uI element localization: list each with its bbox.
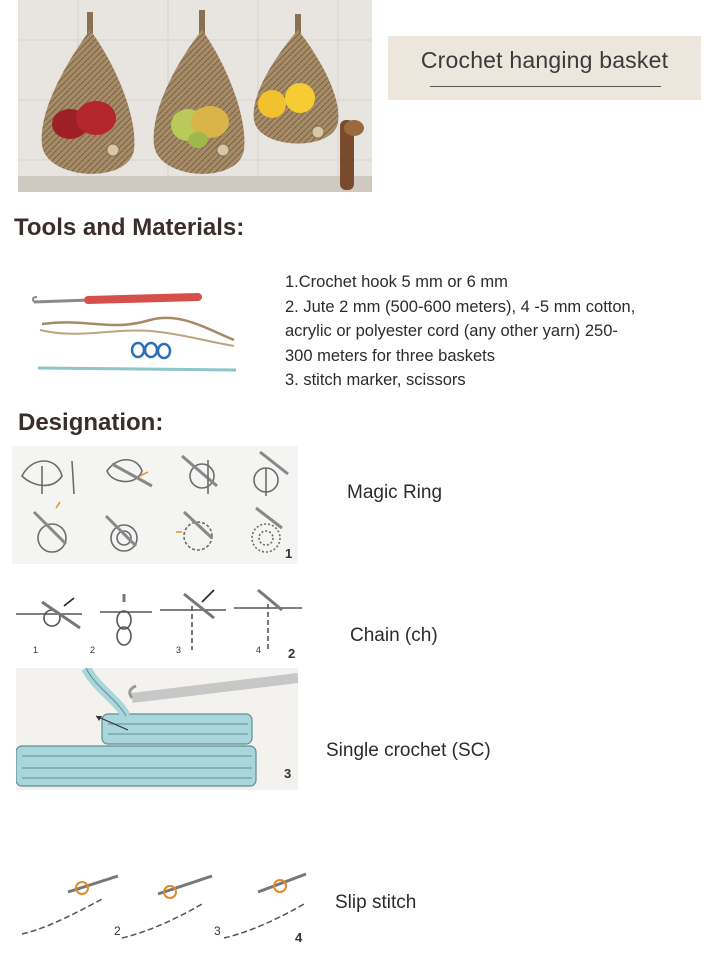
materials-item: 300 meters for three baskets — [285, 346, 496, 365]
chain-figure-number: 2 — [288, 646, 296, 660]
chain-step-number: 1 — [33, 645, 39, 655]
single-crochet-label: Single crochet (SC) — [326, 740, 491, 761]
slip-stitch-label: Slip stitch — [335, 892, 417, 913]
magic-ring-diagram — [12, 446, 298, 564]
materials-item: acrylic or polyester cord (any other yarn) 250- — [285, 322, 618, 340]
chain-step-number: 3 — [176, 645, 182, 655]
slip-stitch-step-number: 2 — [114, 924, 121, 938]
header-photo — [18, 0, 372, 192]
chain-step-number: 4 — [256, 645, 262, 655]
slip-stitch-diagram — [18, 862, 308, 950]
materials-item: 2. Jute 2 mm (500-600 meters), 4 -5 mm cotton, — [285, 297, 636, 316]
chain-diagram — [12, 588, 310, 660]
title-box — [388, 36, 701, 100]
materials-item: 1.Crochet hook 5 mm or 6 mm — [285, 273, 508, 291]
materials-list — [285, 270, 705, 393]
slip-stitch-figure-number: 4 — [295, 930, 303, 945]
single-crochet-figure-number: 3 — [284, 766, 292, 781]
chain-label: Chain (ch) — [350, 625, 438, 646]
slip-stitch-step-number: 3 — [214, 924, 221, 938]
magic-ring-step-number: 1 — [285, 546, 293, 561]
tools-image — [30, 280, 240, 376]
title-underline — [430, 86, 661, 87]
magic-ring-label: Magic Ring — [347, 482, 443, 503]
single-crochet-diagram — [16, 668, 298, 790]
tools-heading: Tools and Materials: — [14, 214, 245, 241]
designation-heading: Designation: — [18, 409, 164, 436]
page-title: Crochet hanging basket — [420, 47, 669, 73]
materials-item: 3. stitch marker, scissors — [285, 371, 466, 389]
chain-step-number: 2 — [90, 645, 96, 655]
